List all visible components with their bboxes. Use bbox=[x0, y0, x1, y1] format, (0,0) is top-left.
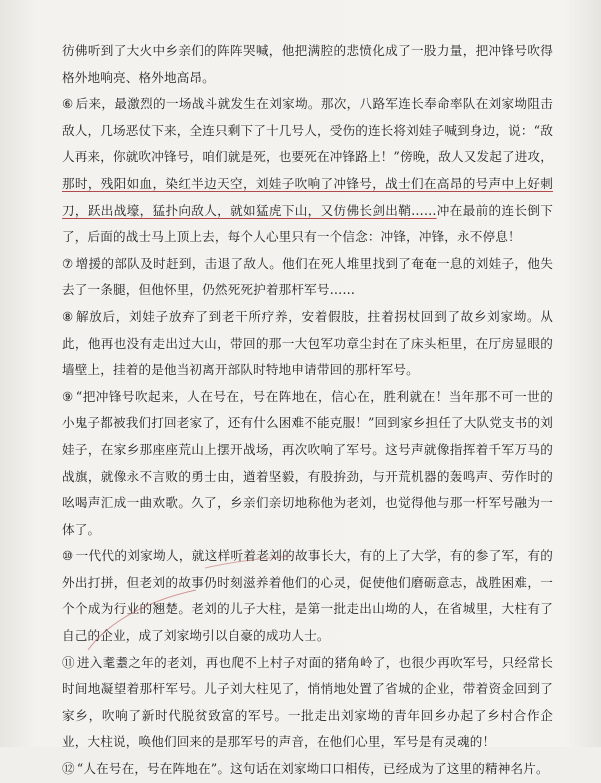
paragraph-number: ⑥ bbox=[62, 96, 74, 112]
paragraph-text: 进入耄耋之年的老刘，再也爬不上村子对面的猪角岭了，也很少再吹军号，只经常长时间地凝望着那杆军号。儿子刘大柱见了，悄悄地处置了省城的企业，带着资金回到了家乡，吹响了新时代脱贫致富的军号。一批走出刘家坳的青年回乡办起了乡村合作企业，大柱说，唤他们回来的是那军号的声音，在他们心里，军号是有灵魂的！ bbox=[62, 654, 553, 750]
paragraph-text: 增援的部队及时赶到，击退了敌人。他们在死人堆里找到了奄奄一息的刘娃子，他失去了一条腿，但他怀里，仍然死死护着那杆军号…… bbox=[62, 255, 553, 298]
paragraph-number: ⑩ bbox=[62, 548, 74, 564]
paragraph-9 bbox=[62, 384, 553, 544]
paragraph-number: ⑦ bbox=[62, 255, 74, 271]
paragraph-6 bbox=[62, 91, 553, 251]
paragraph-number: ⑧ bbox=[62, 308, 74, 324]
paragraph-10 bbox=[62, 543, 553, 649]
paragraph-12 bbox=[62, 756, 553, 783]
paragraph-number: ⑫ bbox=[62, 761, 75, 777]
paragraph-text: 后来，最激烈的一场战斗就发生在刘家坳。那次，八路军连长奉命率队在刘家坳阻击敌人，几场恶仗下来，全连只剩下了十几号人，受伤的连长将刘娃子喊到身边，说：“敌人再来，你就吹冲锋号，咱们就是死，也要死在冲锋路上！”傍晚，敌人又发起了进攻， bbox=[62, 96, 553, 165]
paragraph-text: 冲在最前的连长倒下了，后面的战士马上顶上去，每个人心里只有一个信念：冲锋，冲锋，永不停息！ bbox=[62, 202, 553, 245]
underlined-passage: 那时，残阳如血，染红半边天空，刘娃子吹响了冲锋号，战士们在高昂的号声中上好刺刀，跃出战壕，猛扑向敌人，就如猛虎下山，又仿佛长剑出鞘…… bbox=[62, 175, 553, 218]
paragraph-11 bbox=[62, 650, 553, 756]
paragraph-text: “把冲锋号吹起来，人在号在，号在阵地在，信心在，胜利就在！当年那不可一世的小鬼子都被我们打回老家了，还有什么困难不能克服！”回到家乡担任了大队党支书的刘娃子，在家乡那座座荒山上摆开战场，再次吹响了军号。这号声就像指挥着千军万马的战旗，就像永不言败的勇士由，遒着坚毅，有股拚劲，与开荒机器的轰鸣声、劳作时的吆喝声汇成一曲欢歌。久了，乡亲们亲切地称他为老刘，也觉得他与那一杆军号融为一体了。 bbox=[62, 388, 553, 537]
paragraph-7 bbox=[62, 251, 553, 304]
paragraph-text: 一代代的刘家坳人，就这样听着老刘的故事长大，有的上了大学，有的参了军，有的外出打拼，但老刘的故事仍时刻滋养着他们的心灵，促使他们磨砺意志，战胜困难，一个个成为行业的翘楚。老刘的儿子大柱，是第一批走出山坳的人，在省城里，大柱有了自己的企业，成了刘家坳引以自豪的成功人士。 bbox=[62, 548, 553, 644]
paragraph-5-tail bbox=[62, 38, 553, 91]
paragraph-number: ⑪ bbox=[62, 654, 75, 670]
paragraph-8 bbox=[62, 304, 553, 384]
paragraph-text: “人在号在，号在阵地在”。这句话在刘家坳口口相传，已经成为了这里的精神名片。 bbox=[76, 761, 549, 777]
paragraph-text: 解放后，刘娃子放弃了到老干所疗养，安着假肢，拄着拐杖回到了故乡刘家坳。从此，他再也没有走出过大山，带回的那一大包军功章尘封在了床头柜里，在厅房显眼的墙壁上，挂着的是他当初离开部队时特地申请带回的那杆军号。 bbox=[62, 308, 553, 378]
paragraph-number: ⑨ bbox=[62, 388, 74, 404]
paragraph-text: 彷佛听到了大火中乡亲们的阵阵哭喊，他把满腔的悲愤化成了一股力量，把冲锋号吹得格外地响亮、格外地高昂。 bbox=[62, 43, 553, 85]
